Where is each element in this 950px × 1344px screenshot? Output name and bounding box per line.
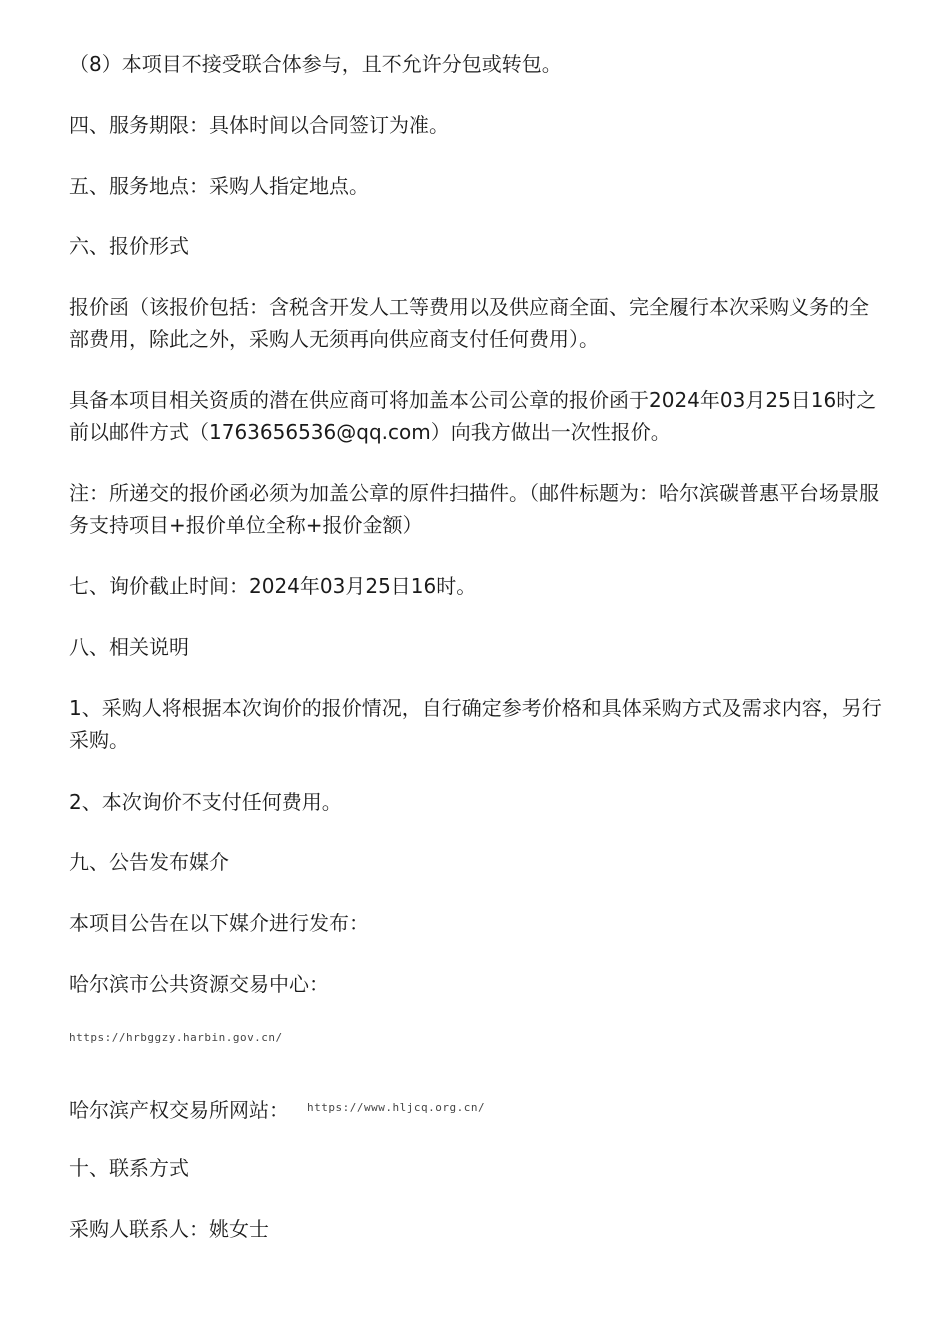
- media-1-url[interactable]: https://hrbggzy.harbin.gov.cn/: [69, 1031, 283, 1044]
- section-5-service-location: 五、服务地点：采购人指定地点。: [69, 174, 369, 198]
- media-intro: 本项目公告在以下媒介进行发布：: [69, 911, 369, 935]
- section-6-heading: 六、报价形式: [69, 234, 189, 258]
- submission-paragraph: 具备本项目相关资质的潜在供应商可将加盖本公司公章的报价函于2024年03月25日16时之前以邮件方式（1763656536@qq.com）向我方做出一次性报价。: [69, 388, 877, 444]
- contact-person: 采购人联系人：姚女士: [69, 1217, 269, 1241]
- section-9-heading: 九、公告发布媒介: [69, 850, 229, 874]
- media-2-name: 哈尔滨产权交易所网站：: [69, 1098, 289, 1122]
- section-4-service-period: 四、服务期限：具体时间以合同签订为准。: [69, 113, 449, 137]
- media-2-row: [69, 1092, 884, 1126]
- quote-letter-paragraph: 报价函（该报价包括：含税含开发人工等费用以及供应商全面、完全履行本次采购义务的全部费用，除此之外，采购人无须再向供应商支付任何费用）。: [69, 295, 869, 351]
- note-1-paragraph: 1、采购人将根据本次询价的报价情况，自行确定参考价格和具体采购方式及需求内容，另行采购。: [69, 696, 882, 752]
- media-1-name: 哈尔滨市公共资源交易中心：: [69, 972, 329, 996]
- media-2-url[interactable]: https://www.hljcq.org.cn/: [307, 1101, 486, 1114]
- note-paragraph: 注：所递交的报价函必须为加盖公章的原件扫描件。（邮件标题为：哈尔滨碳普惠平台场景服务支持项目+报价单位全称+报价金额）: [69, 481, 879, 537]
- section-8-heading: 八、相关说明: [69, 635, 189, 659]
- section-7-deadline: 七、询价截止时间：2024年03月25日16时。: [69, 574, 477, 598]
- note-2-paragraph: 2、本次询价不支付任何费用。: [69, 790, 342, 814]
- section-10-heading: 十、联系方式: [69, 1156, 189, 1180]
- item-8-text: （8）本项目不接受联合体参与，且不允许分包或转包。: [69, 52, 562, 76]
